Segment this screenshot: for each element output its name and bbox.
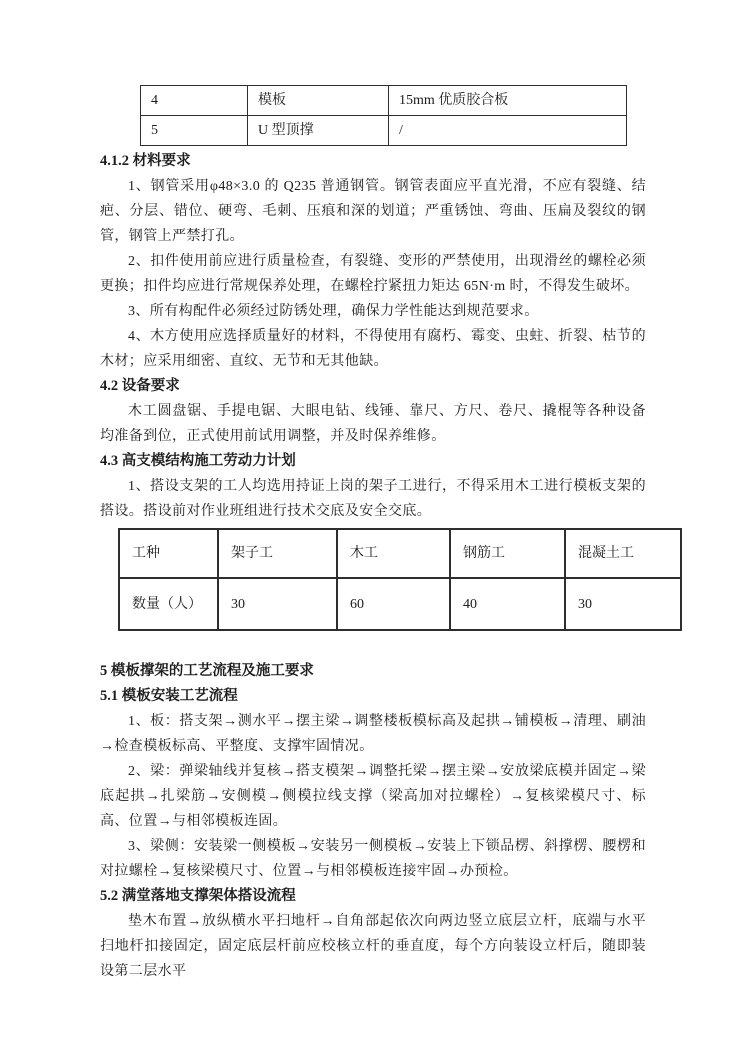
spec-spec-cell: 15mm 优质胶合板 [389, 86, 627, 116]
labor-table-data-row [119, 578, 681, 630]
labor-header-cell: 工种 [119, 529, 218, 578]
paragraph-equipment: 木工圆盘锯、手提电锯、大眼电钻、线锤、靠尺、方尺、卷尺、撬棍等各种设备均准备到位，正式使用前试用调整，并及时保养维修。 [100, 404, 646, 444]
spec-no-cell: 4 [141, 86, 248, 116]
labor-header-cell: 钢筋工 [450, 529, 565, 578]
labor-header-cell: 混凝土工 [565, 529, 681, 578]
spec-table-row [141, 116, 627, 146]
spec-table-row [141, 86, 627, 116]
spec-no-cell: 5 [141, 116, 248, 146]
paragraph-beam-side-flow: 3、梁侧：安装梁一侧模板→安装另一侧模板→安装上下锁品楞、斜撑楞、腰楞和对拉螺栓→复核梁模尺寸、位置→与相邻模板连接牢固→办预检。 [100, 839, 646, 879]
labor-header-cell: 木工 [337, 529, 450, 578]
document-content [100, 85, 646, 984]
paragraph-couplers: 2、扣件使用前应进行质量检查，有裂缝、变形的严禁使用，出现滑丝的螺栓必须更换；扣件均应进行常规保养处理，在螺栓拧紧扭力矩达 65N·m 时，不得发生破坏。 [100, 254, 646, 294]
paragraph-timber: 4、木方使用应选择质量好的材料，不得使用有腐朽、霉变、虫蛀、折裂、枯节的木材；应采用细密、直纹、无节和无其他缺。 [100, 329, 646, 369]
paragraph-beam-flow: 2、梁：弹梁轴线并复核→搭支模架→调整托梁→摆主梁→安放梁底模并固定→梁底起拱→扎梁筋→安侧模→侧模拉线支撑（梁高加对拉螺栓）→复核梁模尺寸、标高、位置→与相邻模板连固。 [100, 764, 646, 829]
paragraph-steel-pipe: 1、钢管采用φ48×3.0 的 Q235 普通钢管。钢管表面应平直光滑，不应有裂缝、结疤、分层、错位、硬弯、毛刺、压痕和深的划道；严重锈蚀、弯曲、压扁及裂纹的钢管，钢管上严禁打孔。 [100, 179, 646, 244]
heading-4-1-2: 4.1.2 材料要求 [100, 153, 191, 169]
labor-value-cell: 40 [450, 578, 565, 630]
heading-5-2: 5.2 满堂落地支撑架体搭设流程 [100, 888, 296, 904]
spec-spec-cell: / [389, 116, 627, 146]
paragraph-labor-plan: 1、搭设支架的工人均选用持证上岗的架子工进行，不得采用木工进行模板支架的搭设。搭设前对作业班组进行技术交底及安全交底。 [100, 479, 646, 519]
spec-name-cell: U 型顶撑 [248, 116, 389, 146]
labor-value-cell: 60 [337, 578, 450, 630]
heading-5-1: 5.1 模板安装工艺流程 [100, 688, 238, 704]
spec-table [140, 85, 627, 146]
paragraph-slab-flow: 1、板：搭支架→测水平→摆主梁→调整楼板模标高及起拱→铺模板→清理、刷油→检查模板标高、平整度、支撑牢固情况。 [100, 714, 646, 754]
heading-4-2: 4.2 设备要求 [100, 378, 180, 394]
labor-table [118, 528, 682, 631]
heading-5: 5 模板撑架的工艺流程及施工要求 [100, 663, 314, 679]
labor-header-cell: 架子工 [218, 529, 337, 578]
labor-value-cell: 数量（人） [119, 578, 218, 630]
spec-name-cell: 模板 [248, 86, 389, 116]
section-gap [100, 631, 646, 659]
heading-4-3: 4.3 高支模结构施工劳动力计划 [100, 453, 296, 469]
labor-table-header-row [119, 529, 681, 578]
labor-value-cell: 30 [218, 578, 337, 630]
paragraph-anti-rust: 3、所有构配件必须经过防锈处理，确保力学性能达到规范要求。 [128, 304, 539, 319]
paragraph-scaffold-erection: 垫木布置→放纵横水平扫地杆→自角部起依次向两边竖立底层立杆，底端与水平扫地杆扣接固定，固定底层杆前应校核立杆的垂直度，每个方向装设立杆后，随即装设第二层水平 [100, 914, 646, 979]
labor-value-cell: 30 [565, 578, 681, 630]
